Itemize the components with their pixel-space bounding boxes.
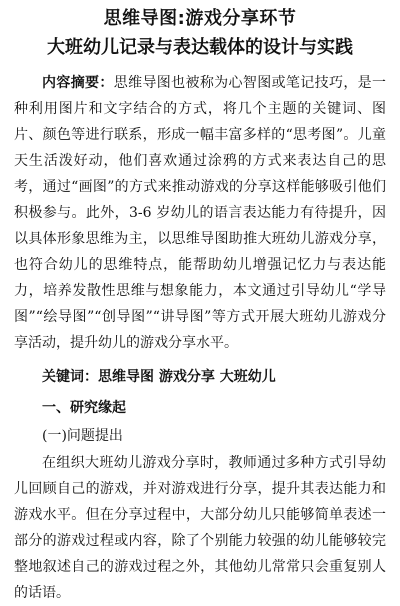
subsection-heading: (一)问题提出 — [42, 428, 123, 444]
abstract-text: 思维导图也被称为心智图或笔记技巧，是一种利用图片和文字结合的方式，将几个主题的关键词、图片、颜色等进行联系，形成一幅丰富多样的“思考图”。儿童天生活泼好动，他们喜欢通过涂鸦的方式来表达自己的思考，通过“画图”的方式来推动游戏的分享这样能够吸引他们积极参与。此外，3-6 岁幼儿的语言表达能力有待提升，因以具体形象思维为主，以思维导图助推大班幼儿游戏分享，也符合幼儿的思维特点，能帮助幼儿增强记忆力与表达能力，培养发散性思维与想象能力，本文通过引导幼儿“学导图”“绘导图”“创导图”“讲导图”等方式开展大班幼儿游戏分享活动，提升幼儿的游戏分享水平。 — [14, 75, 387, 351]
section-heading: 一、研究缘起 — [42, 400, 126, 416]
document-title: 思维导图:游戏分享环节 — [103, 8, 297, 29]
keywords-line: 关键词：思维导图 游戏分享 大班幼儿 — [42, 369, 276, 385]
body-paragraph: 在组织大班幼儿游戏分享时，教师通过多种方式引导幼儿回顾自己的游戏，并对游戏进行分享，提升其表达能力和游戏水平。但在分享过程中，大部分幼儿只能够简单表述一部分的游戏过程或内容，除了个别能力较强的幼儿能够较完整地叙述自己的游戏过程之外，其他幼儿常常只会重复别人的话语。 — [14, 455, 386, 601]
abstract-label: 内容摘要： — [42, 75, 114, 91]
abstract-paragraph — [14, 70, 386, 356]
document-subtitle: 大班幼儿记录与表达载体的设计与实践 — [47, 37, 353, 58]
